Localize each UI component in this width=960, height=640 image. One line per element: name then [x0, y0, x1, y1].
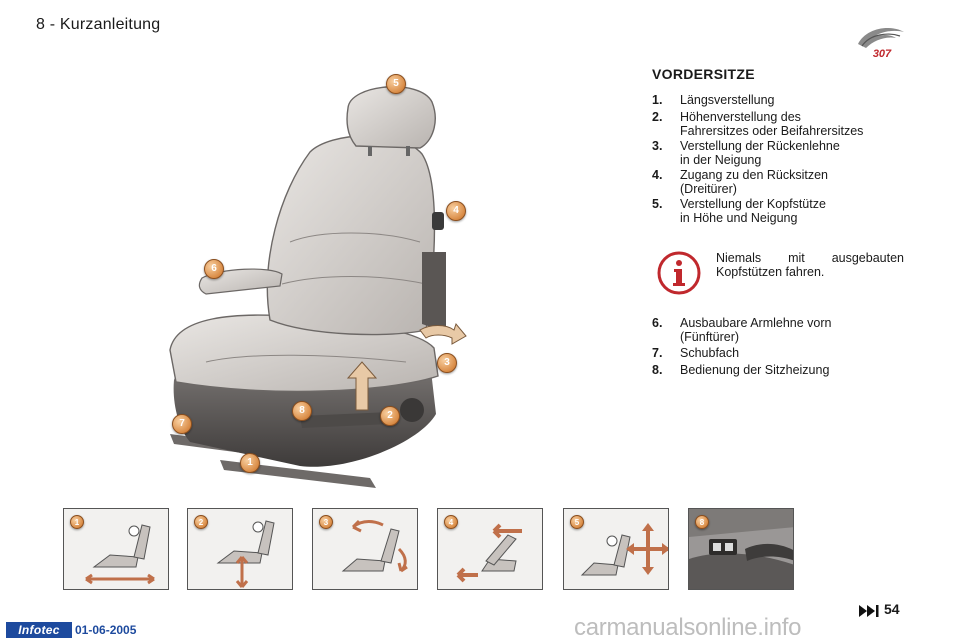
- item-number: 4.: [652, 168, 663, 182]
- item-text: Bedienung der Sitzheizung: [680, 363, 830, 377]
- publication-date: 01-06-2005: [75, 623, 137, 637]
- thumbnail-callout: 4: [444, 515, 458, 529]
- front-seat-illustration: [150, 62, 480, 494]
- thumbnail-adjust-1: [63, 508, 169, 590]
- callout-1: 1: [240, 453, 260, 473]
- item-text: (Dreitürer): [680, 182, 737, 196]
- callout-7: 7: [172, 414, 192, 434]
- thumbnail-adjust-5: [563, 508, 669, 590]
- item-text: in der Neigung: [680, 153, 762, 167]
- page-title: 8 - Kurzanleitung: [36, 16, 161, 33]
- item-number: 3.: [652, 139, 663, 153]
- item-text: Ausbaubare Armlehne vorn: [680, 316, 832, 330]
- callout-6: 6: [204, 259, 224, 279]
- warning-line-2: Kopfstützen fahren.: [716, 265, 825, 279]
- item-number: 7.: [652, 346, 663, 360]
- item-text: Verstellung der Kopfstütze: [680, 197, 826, 211]
- thumbnail-adjust-3: [312, 508, 418, 590]
- section-title: VORDERSITZE: [652, 66, 755, 82]
- thumbnail-adjust-4: [437, 508, 543, 590]
- car-model-logo-icon: [852, 22, 908, 62]
- site-watermark: carmanualsonline.info: [574, 614, 802, 640]
- thumbnail-callout: 3: [319, 515, 333, 529]
- next-page-icon[interactable]: [858, 604, 880, 618]
- item-text: Fahrersitzes oder Beifahrersitzes: [680, 124, 864, 138]
- item-text: Längsverstellung: [680, 93, 775, 107]
- item-text: (Fünftürer): [680, 330, 740, 344]
- thumbnail-callout: 8: [695, 515, 709, 529]
- item-number: 5.: [652, 197, 663, 211]
- callout-2: 2: [380, 406, 400, 426]
- warning-text: [716, 251, 904, 279]
- warning-word: ausgebauten: [831, 251, 904, 265]
- item-number: 2.: [652, 110, 663, 124]
- logo-text: 307: [872, 48, 892, 60]
- page-number: 54: [884, 601, 900, 617]
- publisher-logo: Infotec: [6, 622, 72, 638]
- callout-4: 4: [446, 201, 466, 221]
- thumbnail-callout: 5: [570, 515, 584, 529]
- item-number: 1.: [652, 93, 663, 107]
- item-text: Verstellung der Rückenlehne: [680, 139, 840, 153]
- info-icon: [656, 250, 702, 296]
- item-number: 8.: [652, 363, 663, 377]
- callout-3: 3: [437, 353, 457, 373]
- warning-line-1: [716, 251, 904, 265]
- thumbnail-adjust-8: [688, 508, 794, 590]
- item-text: Zugang zu den Rücksitzen: [680, 168, 829, 182]
- item-number: 6.: [652, 316, 663, 330]
- warning-word: Niemals: [716, 251, 762, 265]
- thumbnail-callout: 1: [70, 515, 84, 529]
- thumbnail-callout: 2: [194, 515, 208, 529]
- thumbnail-adjust-2: [187, 508, 293, 590]
- item-text: Höhenverstellung des: [680, 110, 801, 124]
- warning-word: mit: [788, 251, 805, 265]
- item-text: Schubfach: [680, 346, 740, 360]
- item-text: in Höhe und Neigung: [680, 211, 798, 225]
- callout-5: 5: [386, 74, 406, 94]
- callout-8: 8: [292, 401, 312, 421]
